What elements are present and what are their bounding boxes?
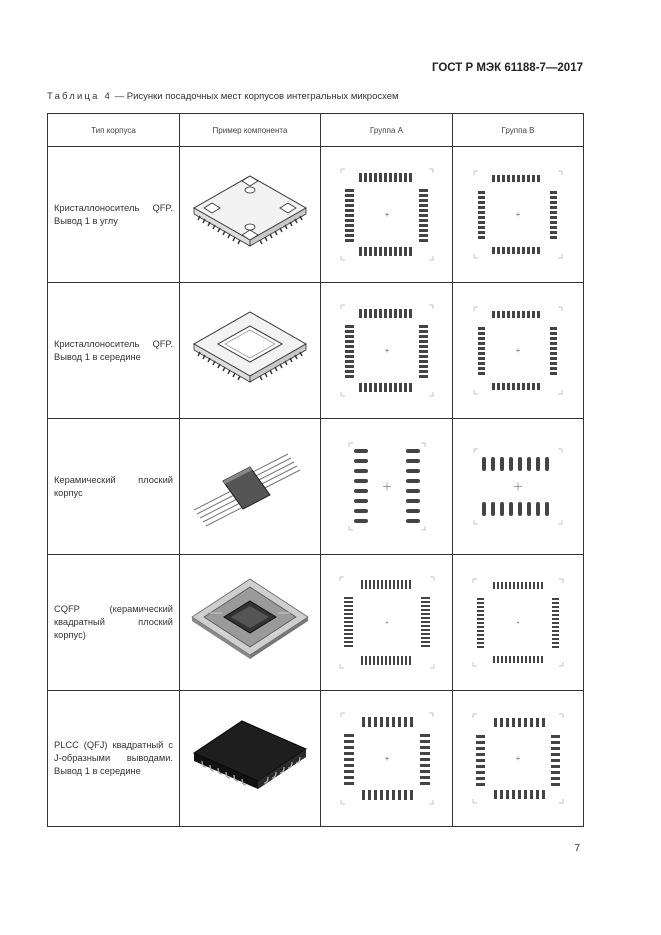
group-a-cell (321, 147, 453, 283)
table-row (48, 147, 584, 283)
group-a-cell (321, 419, 453, 555)
table-row (48, 283, 584, 419)
qfp-footprint-a-icon (337, 167, 437, 262)
flatpack-footprint-b-icon (468, 439, 568, 534)
group-b-cell (453, 555, 584, 691)
plcc-footprint-a-icon (337, 711, 437, 806)
group-b-cell (453, 691, 584, 827)
component-example-cell (180, 691, 321, 827)
group-a-cell (321, 283, 453, 419)
component-example-cell (180, 147, 321, 283)
group-a-cell (321, 555, 453, 691)
group-b-cell (453, 147, 584, 283)
qfp-corner-chip-icon (188, 167, 313, 262)
plcc-chip-icon (188, 711, 313, 806)
package-type-cell: Кристаллоноситель QFP. Вывод 1 в углу (48, 147, 180, 283)
component-example-cell (180, 555, 321, 691)
group-b-cell (453, 419, 584, 555)
qfp-footprint-b-icon (468, 167, 568, 262)
header-group-b: Группа В (453, 114, 584, 147)
document-header: ГОСТ Р МЭК 61188-7—2017 (431, 62, 583, 74)
table-row (48, 419, 584, 555)
table-caption-text: — Рисунки посадочных мест корпусов интегральных микросхем (111, 91, 399, 102)
qfp-footprint-a-icon (337, 303, 437, 398)
flatpack-footprint-a-icon (337, 439, 437, 534)
header-package-type: Тип корпуса (48, 114, 180, 147)
page-number: 7 (574, 843, 580, 854)
table-row (48, 691, 584, 827)
cqfp-footprint-b-icon (468, 575, 568, 670)
qfp-middle-chip-icon (188, 303, 313, 398)
header-component-example: Пример компонента (180, 114, 321, 147)
package-type-cell: PLCC (QFJ) квадратный с J-образными выводами. Вывод 1 в середине (48, 691, 180, 827)
qfp-footprint-b-icon (468, 303, 568, 398)
table-caption (47, 91, 399, 102)
table-caption-prefix: Таблица 4 (47, 91, 112, 102)
table-row (48, 555, 584, 691)
table-header-row (48, 114, 584, 147)
cqfp-footprint-a-icon (337, 575, 437, 670)
plcc-footprint-b-icon (468, 711, 568, 806)
group-b-cell (453, 283, 584, 419)
package-type-cell: Кристаллоноситель QFP. Вывод 1 в середине (48, 283, 180, 419)
group-a-cell (321, 691, 453, 827)
cqfp-chip-icon (188, 575, 313, 670)
ceramic-flatpack-icon (188, 439, 313, 534)
component-example-cell (180, 283, 321, 419)
package-type-cell: Керамический плоский корпус (48, 419, 180, 555)
package-type-cell: CQFP (керамический квадратный плоский корпус) (48, 555, 180, 691)
component-example-cell (180, 419, 321, 555)
header-group-a: Группа А (321, 114, 453, 147)
footprint-table (47, 113, 584, 827)
